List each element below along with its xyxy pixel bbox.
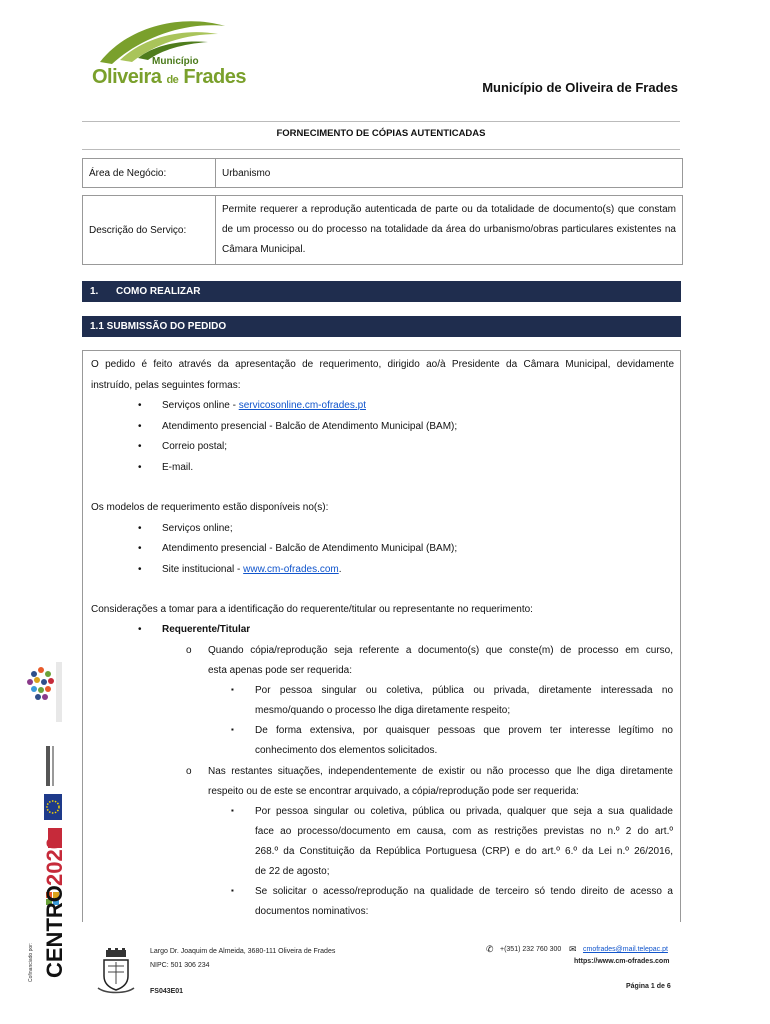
list-item: E-mail.	[162, 462, 194, 473]
site-institucional-link[interactable]: www.cm-ofrades.com	[243, 564, 339, 575]
square-bullet-icon: ▪	[231, 806, 234, 815]
divider	[82, 149, 680, 150]
phone-icon: ✆	[486, 944, 494, 954]
service-description-table	[82, 195, 683, 265]
paragraph-line: face ao processo/documento em causa, com as restrições previstas no n.º 2 do art.º	[255, 826, 673, 837]
paragraph-line: De forma extensiva, por quaisquer pessoas que provem ter interesse legítimo no	[255, 725, 673, 736]
requerente-heading: Requerente/Titular	[162, 624, 251, 635]
section-como-realizar: 1. COMO REALIZAR	[82, 281, 681, 302]
paragraph-line: documentos nominativos:	[255, 906, 369, 917]
list-item: Atendimento presencial - Balcão de Atendimento Municipal (BAM);	[162, 543, 458, 554]
paragraph-line: conhecimento dos elementos solicitados.	[255, 745, 438, 756]
area-label: Área de Negócio:	[83, 159, 216, 188]
paragraph-line: esta apenas pode ser requerida:	[208, 665, 352, 676]
document-title: FORNECIMENTO DE CÓPIAS AUTENTICADAS	[276, 128, 486, 139]
divider	[82, 121, 680, 122]
logo-municipio: Município	[152, 56, 199, 67]
paragraph-line: Nas restantes situações, independentemente de existir ou não processo que lhe diga diretamente	[208, 766, 673, 777]
circle-bullet-icon: o	[186, 645, 192, 656]
municipality-title: Município de Oliveira de Frades	[482, 80, 678, 95]
list-item: Site institucional - www.cm-ofrades.com.	[162, 564, 342, 575]
description-value: Permite requerer a reprodução autenticada de parte ou da totalidade de documento(s) que constam de um processo ou do processo na totalidade da área do urbanismo/obras particulares existentes na Câmara Municipal.	[216, 196, 683, 265]
square-bullet-icon: ▪	[231, 886, 234, 895]
bullet-icon: •	[138, 624, 142, 635]
bullet-icon: •	[138, 564, 142, 575]
paragraph-line: respeito ou de este se encontrar arquivado, a cópia/reprodução pode ser requerida:	[208, 786, 579, 797]
cofinanciado-label: Cofinanciado por:	[28, 942, 34, 982]
bullet-icon: •	[138, 400, 142, 411]
paragraph-line: Os modelos de requerimento estão disponíveis no(s):	[91, 502, 329, 513]
footer-phone: +(351) 232 760 300	[500, 946, 562, 953]
footer-website: https://www.cm-ofrades.com	[574, 958, 670, 965]
paragraph-line: Quando cópia/reprodução seja referente a documento(s) que conste(m) de processo em curso,	[208, 645, 673, 656]
list-item: Atendimento presencial - Balcão de Atendimento Municipal (BAM);	[162, 421, 458, 432]
paragraph-line: Considerações a tomar para a identificação do requerente/titular ou representante no requerimento:	[91, 604, 533, 615]
section-submissao-pedido: 1.1 SUBMISSÃO DO PEDIDO	[82, 316, 681, 337]
logo-name: Oliveira de Frades	[92, 66, 246, 88]
funding-strip	[20, 660, 75, 990]
paragraph-line: Se solicitar o acesso/reprodução na qualidade de terceiro só tendo direito de acesso a	[255, 886, 673, 897]
paragraph-line: Por pessoa singular ou coletiva, pública ou privada, diretamente interessada no	[255, 685, 673, 696]
content-box	[82, 350, 681, 922]
page-number: Página 1 de 6	[626, 983, 671, 990]
circle-bullet-icon: o	[186, 766, 192, 777]
paragraph-line: instruído, pelas seguintes formas:	[91, 380, 241, 391]
footer-doc-code: FS043E01	[150, 988, 184, 995]
footer-email-link[interactable]: cmofrades@mail.telepac.pt	[583, 946, 668, 953]
paragraph-line: 268.º da Constituição da República Portuguesa (CRP) e do art.º 6.º da Lei n.º 26/2016,	[255, 846, 673, 857]
list-item: Serviços online;	[162, 523, 233, 534]
paragraph-line: de 22 de agosto;	[255, 866, 330, 877]
funding-logos-graphic	[20, 660, 75, 990]
paragraph-line: O pedido é feito através da apresentação de requerimento, dirigido ao/à Presidente da Câmara Municipal, devidamente	[91, 359, 674, 370]
paragraph-line: mesmo/quando o processo lhe diga diretamente respeito;	[255, 705, 511, 716]
area-value: Urbanismo	[216, 159, 683, 188]
year-2020: 2020	[42, 837, 67, 886]
description-label: Descrição do Serviço:	[83, 196, 216, 265]
square-bullet-icon: ▪	[231, 685, 234, 694]
municipality-logo	[90, 14, 246, 94]
square-bullet-icon: ▪	[231, 725, 234, 734]
bullet-icon: •	[138, 523, 142, 534]
bullet-icon: •	[138, 421, 142, 432]
list-item: Correio postal;	[162, 441, 228, 452]
footer-address: Largo Dr. Joaquim de Almeida, 3680-111 Oliveira de Frades	[150, 948, 336, 955]
bullet-icon: •	[138, 543, 142, 554]
paragraph-line: Por pessoa singular ou coletiva, pública ou privada, qualquer que seja a sua qualidade	[255, 806, 673, 817]
bullet-icon: •	[138, 462, 142, 473]
municipal-crest	[96, 948, 136, 994]
servicos-online-link[interactable]: servicosonline.cm-ofrades.pt	[238, 400, 366, 411]
footer-nipc: NIPC: 501 306 234	[150, 962, 210, 969]
bullet-icon: •	[138, 441, 142, 452]
email-icon: ✉	[569, 944, 577, 954]
list-item: Serviços online - servicosonline.cm-ofrades.pt	[162, 400, 366, 411]
centro-label: CENTRO	[42, 885, 67, 978]
business-area-table	[82, 158, 683, 188]
